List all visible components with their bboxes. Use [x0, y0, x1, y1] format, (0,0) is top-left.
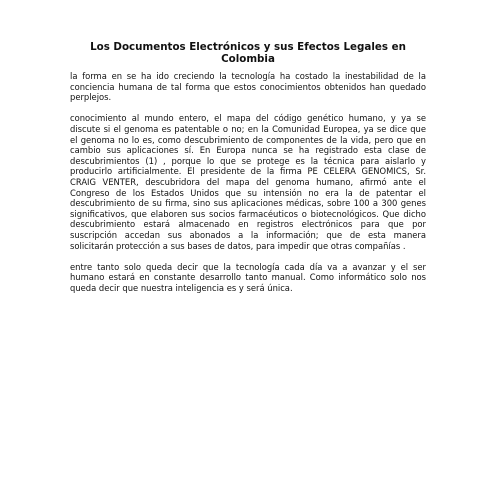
- paragraph-3-line: queda decir que nuestra inteligencia es y será única.: [70, 282, 293, 293]
- document-title: [70, 42, 426, 65]
- title-line-1: Los Documentos Electrónicos y sus Efectos Legales en: [90, 41, 406, 53]
- paragraph-2-line: descubrimiento estará almacenado en registros electrónicos para que por: [70, 219, 426, 230]
- title-line-2: Colombia: [221, 52, 275, 65]
- paragraph-2-line: Congreso de los Estados Unidos que su intensión no era la de patentar el: [70, 187, 426, 198]
- paragraph-2-line: solicitarán protección a sus bases de datos, para impedir que otras compañías .: [70, 240, 406, 251]
- paragraph-3: [70, 262, 426, 294]
- paragraph-2: [70, 113, 426, 251]
- paragraph-3-line: humano estará en constante desarrollo tanto manual. Como informático solo nos: [70, 272, 426, 283]
- paragraph-2-line: significativos, que elaboren sus socios farmacéuticos o biotecnológicos. Que dicho: [70, 208, 426, 219]
- paragraph-1-line: conciencia humana de tal forma que estos conocimientos obtenidos han quedado: [70, 81, 426, 92]
- paragraph-2-line: descubrimiento de su firma, sino sus aplicaciones médicas, sobre 100 a 300 genes: [70, 198, 426, 209]
- paragraph-3-line: entre tanto solo queda decir que la tecnología cada día va a avanzar y el ser: [70, 261, 426, 272]
- paragraph-1-line: perplejos.: [70, 92, 112, 103]
- paragraph-2-line: CRAIG VENTER, descubridora del mapa del genoma humano, afirmó ante el: [70, 176, 426, 187]
- paragraph-1: [70, 71, 426, 103]
- paragraph-2-line: conocimiento al mundo entero, el mapa del código genético humano, y ya se: [70, 113, 426, 124]
- paragraph-2-line: cambio sus aplicaciones sí. En Europa nunca se ha registrado esta clase de: [70, 145, 426, 156]
- paragraph-2-line: producirlo artificialmente. El presidente de la firma PE CELERA GENOMICS, Sr.: [70, 166, 426, 177]
- paragraph-2-line: discute si el genoma es patentable o no; en la Comunidad Europea, ya se dice que: [70, 123, 426, 134]
- document-body: [70, 71, 426, 304]
- paragraph-2-line: suscripción accedan sus abonados a la información; que de esta manera: [70, 229, 426, 240]
- paragraph-2-line: el genoma no lo es, como descubrimiento de componentes de la vida, pero que en: [70, 134, 426, 145]
- paragraph-1-line: la forma en se ha ido creciendo la tecnología ha costado la inestabilidad de la: [70, 71, 426, 81]
- paragraph-2-line: descubrimientos (1) , porque lo que se protege es la técnica para aislarlo y: [70, 155, 426, 166]
